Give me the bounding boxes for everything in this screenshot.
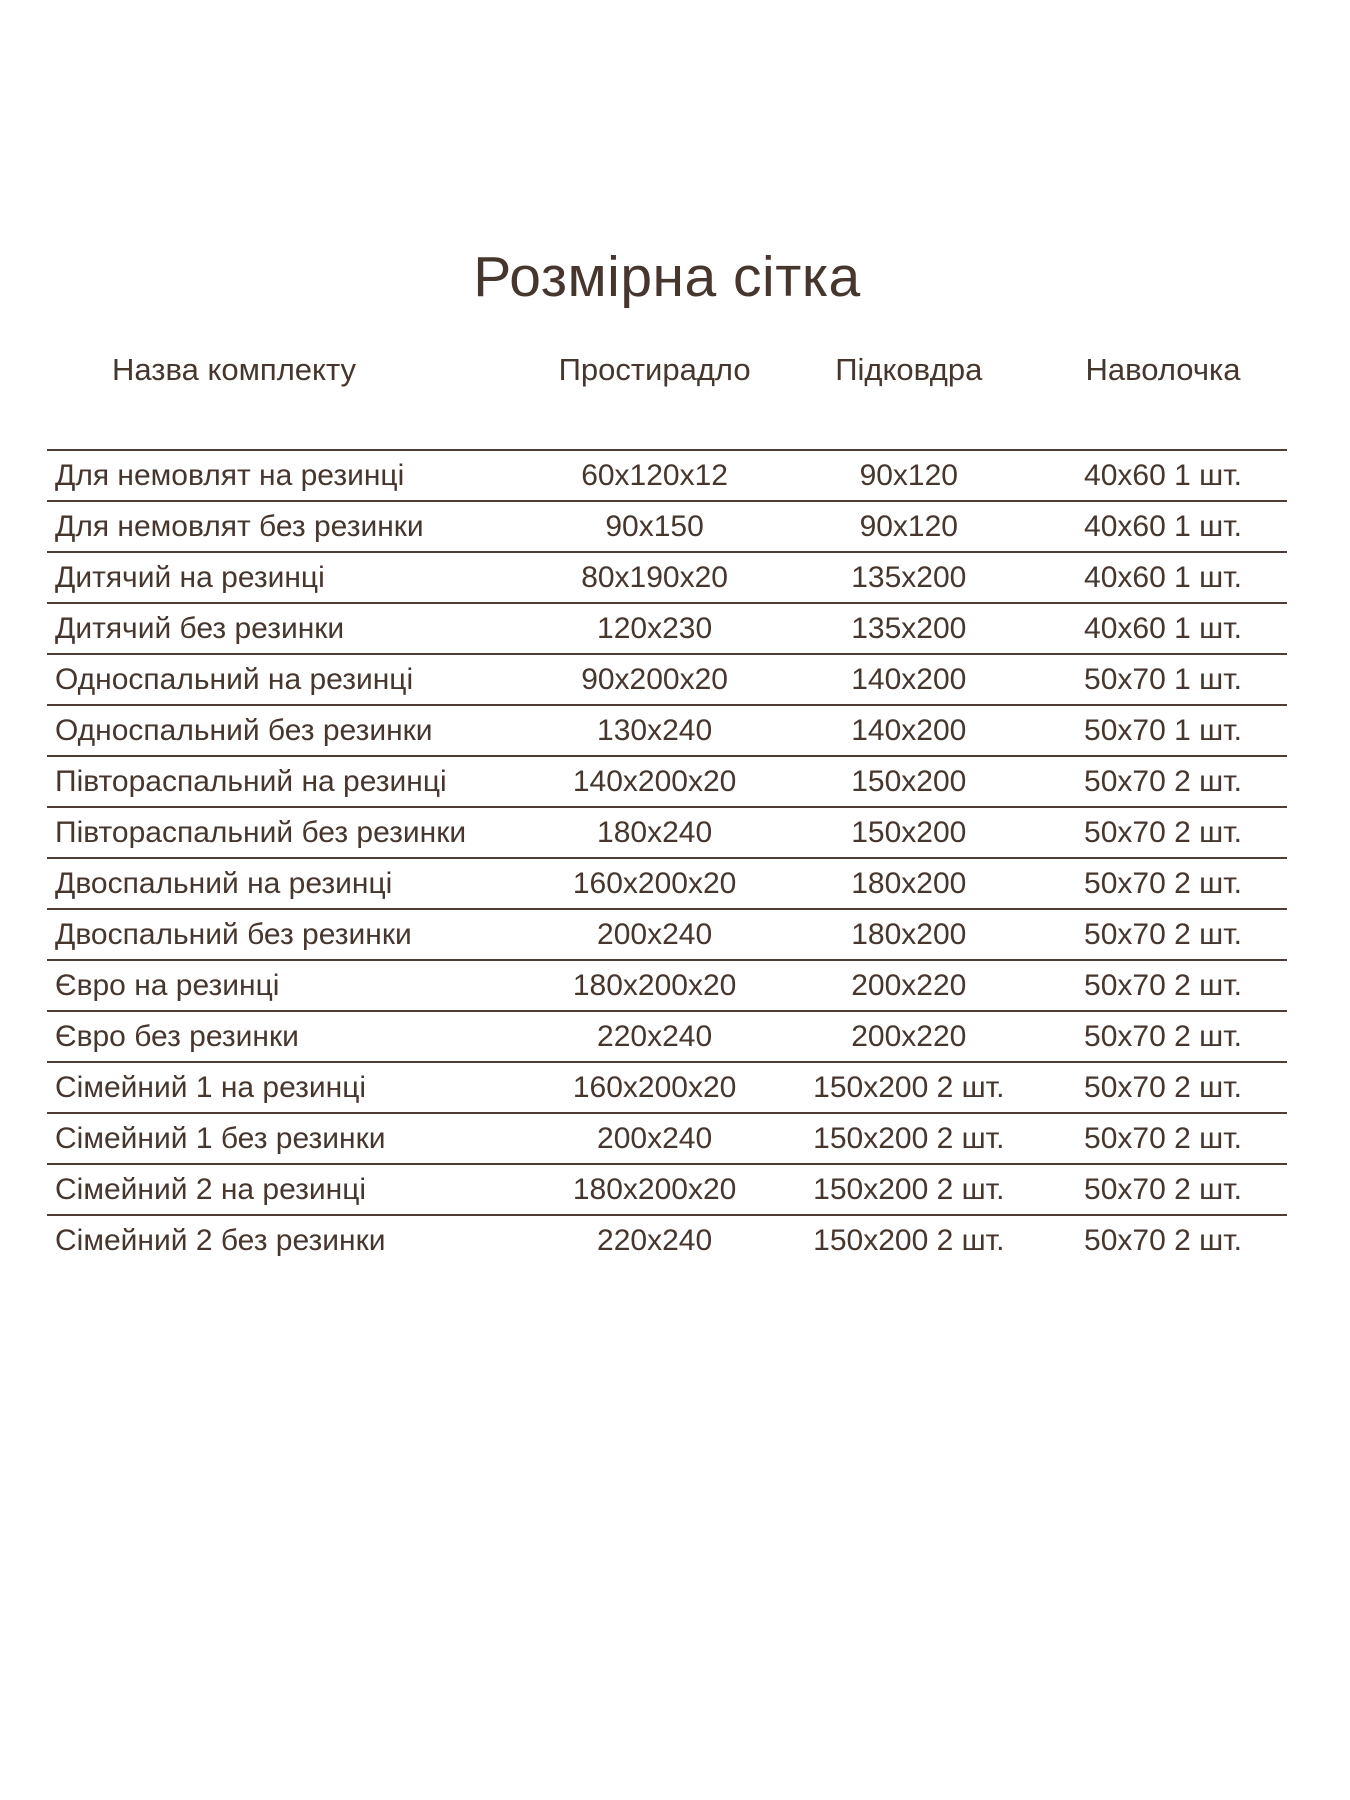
table-row xyxy=(47,654,1287,705)
cell-set-name: Півтораспальний без резинки xyxy=(47,807,531,858)
table-row xyxy=(47,960,1287,1011)
column-header-duvet-cover: Підковдра xyxy=(779,351,1039,449)
cell-duvet-cover: 150х200 xyxy=(779,756,1039,807)
table-row xyxy=(47,858,1287,909)
page-title: Розмірна сітка xyxy=(473,245,861,309)
table-row xyxy=(47,1164,1287,1215)
cell-pillowcase: 50х70 2 шт. xyxy=(1039,756,1287,807)
cell-set-name: Євро на резинці xyxy=(47,960,531,1011)
table-row xyxy=(47,705,1287,756)
cell-sheet: 120х230 xyxy=(531,603,779,654)
cell-duvet-cover: 90х120 xyxy=(779,501,1039,552)
cell-duvet-cover: 150х200 2 шт. xyxy=(779,1113,1039,1164)
cell-duvet-cover: 200х220 xyxy=(779,960,1039,1011)
cell-sheet: 60х120х12 xyxy=(581,458,728,492)
cell-sheet: 90х200х20 xyxy=(531,654,779,705)
table-row xyxy=(47,450,1287,501)
cell-pillowcase: 50х70 2 шт. xyxy=(1039,1011,1287,1062)
cell-pillowcase: 50х70 2 шт. xyxy=(1039,909,1287,960)
cell-set-name: Двоспальний без резинки xyxy=(47,909,531,960)
cell-set-name: Дитячий без резинки xyxy=(47,603,531,654)
cell-sheet: 220х240 xyxy=(531,1011,779,1062)
table-header-row xyxy=(47,351,1287,449)
cell-pillowcase: 50х70 2 шт. xyxy=(1039,960,1287,1011)
cell-pillowcase: 50х70 2 шт. xyxy=(1039,1062,1287,1113)
cell-sheet: 200х240 xyxy=(531,1113,779,1164)
cell-duvet-cover: 140х200 xyxy=(779,705,1039,756)
cell-set-name: Сімейний 1 без резинки xyxy=(47,1113,531,1164)
cell-pillowcase: 40х60 1 шт. xyxy=(1084,458,1242,492)
cell-pillowcase: 50х70 2 шт. xyxy=(1039,807,1287,858)
cell-pillowcase: 40х60 1 шт. xyxy=(1039,552,1287,603)
table-row xyxy=(47,603,1287,654)
size-table-body xyxy=(47,450,1287,1266)
cell-set-name: Сімейний 2 без резинки xyxy=(47,1215,531,1266)
column-header-set-name: Назва комплекту xyxy=(47,351,531,449)
cell-set-name: Односпальний на резинці xyxy=(47,654,531,705)
table-row xyxy=(47,807,1287,858)
cell-sheet: 220х240 xyxy=(531,1215,779,1266)
cell-pillowcase: 50х70 2 шт. xyxy=(1039,1113,1287,1164)
cell-sheet: 200х240 xyxy=(531,909,779,960)
cell-set-name: Дитячий на резинці xyxy=(47,552,531,603)
cell-duvet-cover: 140х200 xyxy=(779,654,1039,705)
cell-duvet-cover: 90х120 xyxy=(859,458,958,492)
table-row xyxy=(47,1011,1287,1062)
cell-sheet: 180х240 xyxy=(531,807,779,858)
cell-duvet-cover: 200х220 xyxy=(779,1011,1039,1062)
cell-duvet-cover: 150х200 2 шт. xyxy=(779,1164,1039,1215)
table-row xyxy=(47,756,1287,807)
cell-duvet-cover: 150х200 2 шт. xyxy=(779,1215,1039,1266)
cell-sheet: 80х190х20 xyxy=(531,552,779,603)
cell-sheet: 160х200х20 xyxy=(531,858,779,909)
cell-set-name: Односпальний без резинки xyxy=(47,705,531,756)
cell-pillowcase: 50х70 1 шт. xyxy=(1039,705,1287,756)
cell-duvet-cover: 135х200 xyxy=(779,603,1039,654)
cell-set-name: Сімейний 2 на резинці xyxy=(47,1164,531,1215)
cell-sheet: 180х200х20 xyxy=(531,1164,779,1215)
cell-pillowcase: 40х60 1 шт. xyxy=(1039,603,1287,654)
table-row xyxy=(47,501,1287,552)
cell-duvet-cover: 150х200 xyxy=(779,807,1039,858)
cell-set-name: Для немовлят на резинці xyxy=(55,458,405,492)
cell-duvet-cover: 180х200 xyxy=(779,909,1039,960)
cell-set-name: Для немовлят без резинки xyxy=(47,501,531,552)
table-row xyxy=(47,1062,1287,1113)
cell-set-name: Півтораспальний на резинці xyxy=(47,756,531,807)
column-header-pillowcase: Наволочка xyxy=(1039,351,1287,449)
cell-sheet: 160х200х20 xyxy=(531,1062,779,1113)
cell-set-name: Сімейний 1 на резинці xyxy=(47,1062,531,1113)
cell-pillowcase: 50х70 2 шт. xyxy=(1039,1164,1287,1215)
cell-duvet-cover: 135х200 xyxy=(779,552,1039,603)
cell-pillowcase: 40х60 1 шт. xyxy=(1039,501,1287,552)
cell-duvet-cover: 180х200 xyxy=(779,858,1039,909)
table-header xyxy=(47,351,1287,449)
column-header-sheet: Простирадло xyxy=(531,351,779,449)
cell-set-name: Євро без резинки xyxy=(47,1011,531,1062)
cell-set-name: Двоспальний на резинці xyxy=(47,858,531,909)
table-row xyxy=(47,552,1287,603)
cell-duvet-cover: 150х200 2 шт. xyxy=(779,1062,1039,1113)
cell-sheet: 140х200х20 xyxy=(531,756,779,807)
cell-pillowcase: 50х70 1 шт. xyxy=(1039,654,1287,705)
table-row xyxy=(47,1215,1287,1266)
table-row xyxy=(47,909,1287,960)
size-chart-table xyxy=(47,351,1287,1265)
cell-sheet: 180х200х20 xyxy=(531,960,779,1011)
cell-sheet: 90х150 xyxy=(531,501,779,552)
cell-pillowcase: 50х70 2 шт. xyxy=(1039,858,1287,909)
cell-sheet: 130х240 xyxy=(531,705,779,756)
table-row xyxy=(47,1113,1287,1164)
cell-pillowcase: 50х70 2 шт. xyxy=(1039,1215,1287,1266)
